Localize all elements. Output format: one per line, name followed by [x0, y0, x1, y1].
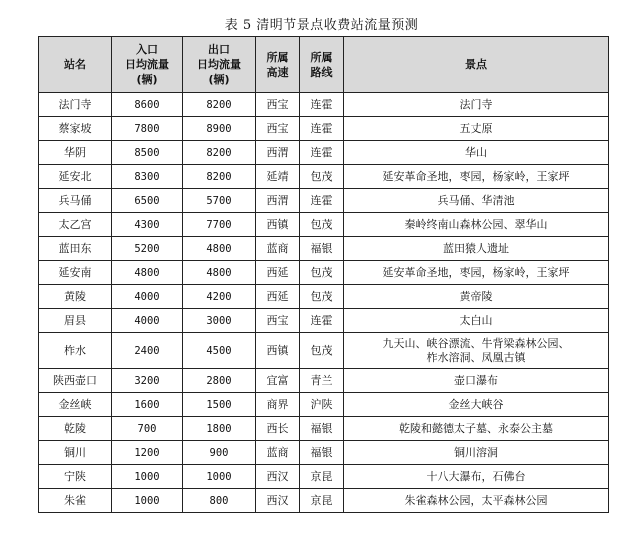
- scenic-spot-cell: 华山: [344, 141, 609, 165]
- highway-cell: 西汉: [256, 489, 300, 513]
- entry-flow-cell: 8600: [112, 93, 183, 117]
- exit-flow-cell: 8900: [183, 117, 256, 141]
- route-cell: 包茂: [300, 261, 344, 285]
- exit-flow-cell: 4500: [183, 333, 256, 369]
- table-row: [39, 93, 609, 117]
- table-row: [39, 237, 609, 261]
- entry-flow-cell: 1600: [112, 393, 183, 417]
- highway-cell: 蓝商: [256, 237, 300, 261]
- table-caption: 表 5 清明节景点收费站流量预测: [224, 18, 419, 33]
- exit-flow-cell: 4800: [183, 237, 256, 261]
- header-row: [39, 37, 609, 93]
- scenic-spot-cell: 铜川溶洞: [344, 441, 609, 465]
- highway-cell: 延靖: [256, 165, 300, 189]
- route-cell: 福银: [300, 441, 344, 465]
- traffic-forecast-table: [38, 36, 609, 513]
- entry-flow-cell: 4000: [112, 285, 183, 309]
- route-cell: 连霍: [300, 189, 344, 213]
- entry-flow-cell: 8300: [112, 165, 183, 189]
- highway-cell: 西镇: [256, 213, 300, 237]
- table-row: [39, 285, 609, 309]
- exit-flow-cell: 1000: [183, 465, 256, 489]
- header-highway: [256, 37, 300, 93]
- station-name-cell: 陕西壶口: [39, 369, 112, 393]
- route-cell: 包茂: [300, 285, 344, 309]
- route-cell: 连霍: [300, 93, 344, 117]
- route-cell: 连霍: [300, 309, 344, 333]
- station-name-cell: 眉县: [39, 309, 112, 333]
- station-name-cell: 法门寺: [39, 93, 112, 117]
- highway-cell: 西镇: [256, 333, 300, 369]
- exit-flow-cell: 5700: [183, 189, 256, 213]
- route-cell: 福银: [300, 417, 344, 441]
- route-cell: 福银: [300, 237, 344, 261]
- exit-flow-cell: 4200: [183, 285, 256, 309]
- scenic-spot-cell: 金丝大峡谷: [344, 393, 609, 417]
- route-cell: 京昆: [300, 465, 344, 489]
- entry-flow-cell: 3200: [112, 369, 183, 393]
- highway-cell: 西渭: [256, 141, 300, 165]
- highway-cell: 西延: [256, 261, 300, 285]
- route-cell: 包茂: [300, 213, 344, 237]
- exit-flow-cell: 8200: [183, 93, 256, 117]
- scenic-spot-cell: 延安革命圣地，枣园，杨家岭，王家坪: [344, 165, 609, 189]
- scenic-spot-line: 柞水溶洞、凤凰古镇: [426, 350, 526, 364]
- highway-cell: 蓝商: [256, 441, 300, 465]
- table-row: [39, 369, 609, 393]
- exit-flow-cell: 8200: [183, 165, 256, 189]
- header-highway-line: 高速: [266, 65, 289, 79]
- route-cell: 连霍: [300, 141, 344, 165]
- route-cell: 连霍: [300, 117, 344, 141]
- entry-flow-cell: 2400: [112, 333, 183, 369]
- entry-flow-cell: 4800: [112, 261, 183, 285]
- highway-cell: 商界: [256, 393, 300, 417]
- scenic-spot-cell: 黄帝陵: [344, 285, 609, 309]
- exit-flow-cell: 3000: [183, 309, 256, 333]
- exit-flow-cell: 1800: [183, 417, 256, 441]
- station-name-cell: 朱雀: [39, 489, 112, 513]
- highway-cell: 西长: [256, 417, 300, 441]
- station-name-cell: 兵马俑: [39, 189, 112, 213]
- entry-flow-cell: 4300: [112, 213, 183, 237]
- header-exit-line: 日均流量: [197, 58, 241, 71]
- station-name-cell: 华阴: [39, 141, 112, 165]
- exit-flow-cell: 800: [183, 489, 256, 513]
- route-cell: 沪陕: [300, 393, 344, 417]
- scenic-spot-cell: 朱雀森林公园，太平森林公园: [344, 489, 609, 513]
- table-row: [39, 189, 609, 213]
- entry-flow-cell: 7800: [112, 117, 183, 141]
- header-exit-flow: [183, 37, 256, 93]
- table-row: [39, 261, 609, 285]
- table-row: [39, 165, 609, 189]
- entry-flow-cell: 1000: [112, 465, 183, 489]
- table-row: [39, 393, 609, 417]
- entry-flow-cell: 8500: [112, 141, 183, 165]
- scenic-spot-cell: 秦岭终南山森林公园、翠华山: [344, 213, 609, 237]
- exit-flow-cell: 7700: [183, 213, 256, 237]
- header-entry-line: 入口: [136, 43, 158, 56]
- exit-flow-cell: 1500: [183, 393, 256, 417]
- scenic-spot-cell: 十八大瀑布，石佛台: [344, 465, 609, 489]
- header-entry-line: (辆): [136, 73, 158, 86]
- route-cell: 包茂: [300, 333, 344, 369]
- entry-flow-cell: 1200: [112, 441, 183, 465]
- scenic-spot-cell: 五丈原: [344, 117, 609, 141]
- entry-flow-cell: 6500: [112, 189, 183, 213]
- header-entry-flow: [112, 37, 183, 93]
- exit-flow-cell: 8200: [183, 141, 256, 165]
- header-route-line: 路线: [310, 65, 333, 79]
- route-cell: 京昆: [300, 489, 344, 513]
- header-exit-line: 出口: [208, 43, 230, 56]
- exit-flow-cell: 4800: [183, 261, 256, 285]
- station-name-cell: 太乙宫: [39, 213, 112, 237]
- highway-cell: 西渭: [256, 189, 300, 213]
- table-row: [39, 141, 609, 165]
- entry-flow-cell: 1000: [112, 489, 183, 513]
- table-row: [39, 309, 609, 333]
- highway-cell: 西宝: [256, 93, 300, 117]
- table-row: [39, 489, 609, 513]
- header-route-line: 所属: [310, 50, 333, 64]
- exit-flow-cell: 2800: [183, 369, 256, 393]
- exit-flow-cell: 900: [183, 441, 256, 465]
- entry-flow-cell: 5200: [112, 237, 183, 261]
- scenic-spot-cell: 法门寺: [344, 93, 609, 117]
- station-name-cell: 延安南: [39, 261, 112, 285]
- highway-cell: 西汉: [256, 465, 300, 489]
- scenic-spot-cell: 兵马俑、华清池: [344, 189, 609, 213]
- scenic-spot-line: 九天山、峡谷漂流、牛背梁森林公园、: [382, 336, 570, 350]
- table-row: [39, 333, 609, 369]
- station-name-cell: 宁陕: [39, 465, 112, 489]
- route-cell: 包茂: [300, 165, 344, 189]
- table-row: [39, 117, 609, 141]
- scenic-spot-cell: 蓝田猿人遗址: [344, 237, 609, 261]
- entry-flow-cell: 4000: [112, 309, 183, 333]
- station-name-cell: 铜川: [39, 441, 112, 465]
- route-cell: 青兰: [300, 369, 344, 393]
- table-row: [39, 441, 609, 465]
- station-name-cell: 金丝峡: [39, 393, 112, 417]
- station-name-cell: 柞水: [39, 333, 112, 369]
- header-entry-line: 日均流量: [125, 58, 169, 71]
- scenic-spot-cell: 乾陵和懿德太子墓、永泰公主墓: [344, 417, 609, 441]
- entry-flow-cell: 700: [112, 417, 183, 441]
- header-highway-line: 所属: [266, 50, 289, 64]
- station-name-cell: 延安北: [39, 165, 112, 189]
- highway-cell: 西宝: [256, 117, 300, 141]
- scenic-spot-cell: [344, 333, 609, 369]
- scenic-spot-cell: 太白山: [344, 309, 609, 333]
- highway-cell: 宜富: [256, 369, 300, 393]
- table-row: [39, 417, 609, 441]
- highway-cell: 西宝: [256, 309, 300, 333]
- station-name-cell: 蓝田东: [39, 237, 112, 261]
- station-name-cell: 黄陵: [39, 285, 112, 309]
- scenic-spot-cell: 延安革命圣地，枣园，杨家岭，王家坪: [344, 261, 609, 285]
- header-route: [300, 37, 344, 93]
- highway-cell: 西延: [256, 285, 300, 309]
- table-row: [39, 213, 609, 237]
- station-name-cell: 乾陵: [39, 417, 112, 441]
- table-row: [39, 465, 609, 489]
- station-name-cell: 蔡家坡: [39, 117, 112, 141]
- header-exit-line: (辆): [208, 73, 230, 86]
- header-scenic-spot: 景点: [344, 37, 609, 93]
- scenic-spot-cell: 壶口瀑布: [344, 369, 609, 393]
- header-station-name: 站名: [39, 37, 112, 93]
